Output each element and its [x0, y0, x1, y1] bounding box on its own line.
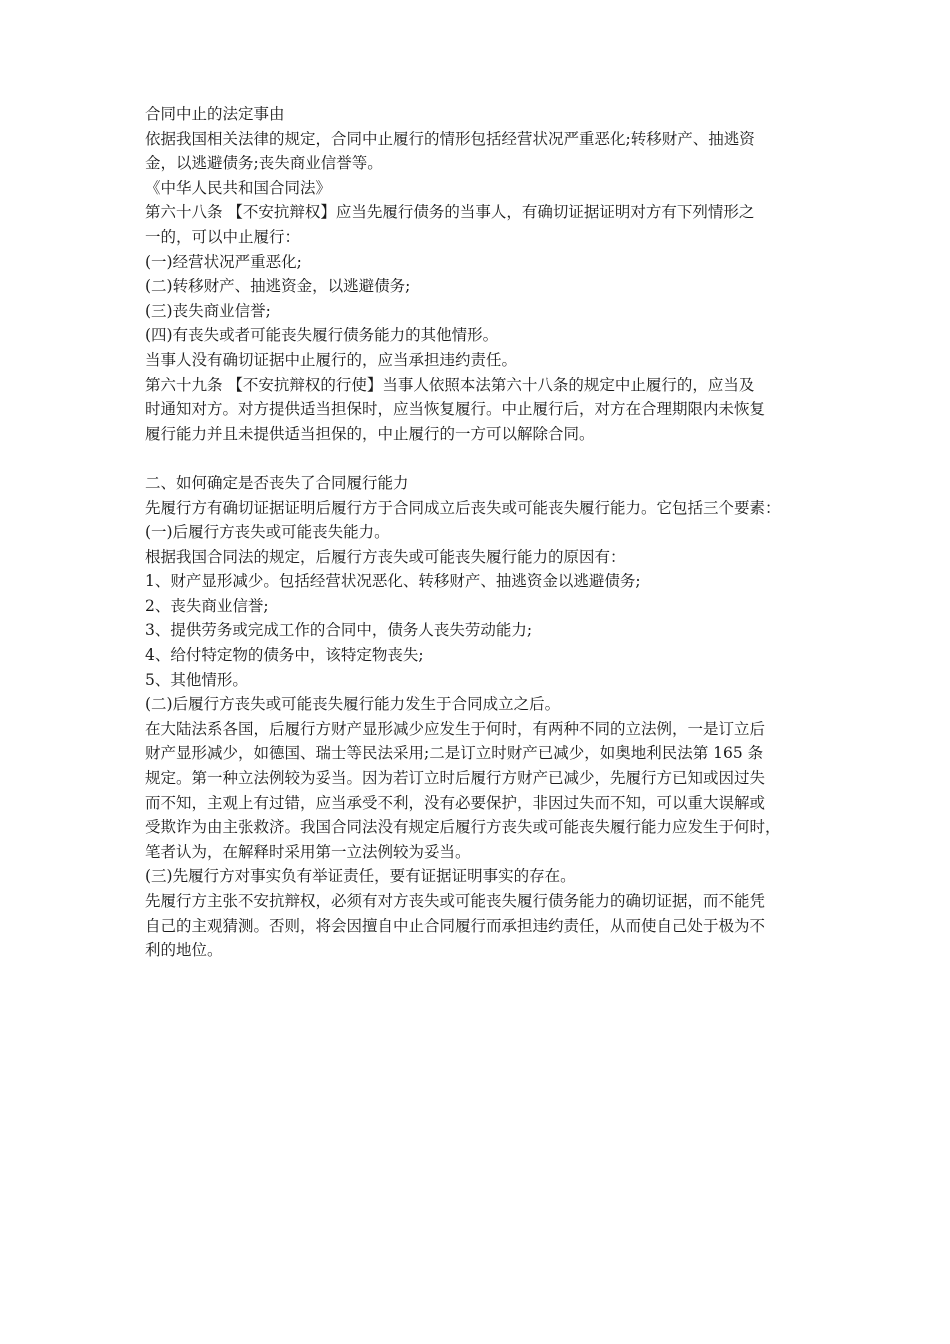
list-item: 4、给付特定物的债务中，该特定物丧失;: [145, 646, 424, 665]
subsection-heading: (三)先履行方对事实负有举证责任，要有证据证明事实的存在。: [145, 867, 576, 886]
article-68-line: 一的，可以中止履行：: [145, 227, 301, 246]
law-title: 《中华人民共和国合同法》: [145, 178, 332, 197]
paragraph-line: 金，以逃避债务;丧失商业信誉等。: [145, 154, 383, 173]
paragraph-line: 先履行方主张不安抗辩权，必须有对方丧失或可能丧失履行债务能力的确切证据，而不能凭: [145, 892, 766, 910]
paragraph-line: 先履行方有确切证据证明后履行方于合同成立后丧失或可能丧失履行能力。它包括三个要素：: [145, 498, 781, 517]
list-item: 1、财产显形减少。包括经营状况恶化、转移财产、抽逃资金以逃避债务;: [145, 572, 641, 591]
article-68-line: 第六十八条 【不安抗辩权】应当先履行债务的当事人，有确切证据证明对方有下列情形之: [145, 203, 755, 222]
document-body: [145, 102, 825, 963]
blank-line: [145, 446, 825, 471]
list-item: 2、丧失商业信誉;: [145, 596, 269, 615]
article-69-line: 履行能力并且未提供适当担保的，中止履行的一方可以解除合同。: [145, 424, 595, 443]
paragraph-line: 而不知，主观上有过错，应当承受不利，没有必要保护，非因过失而不知，可以重大误解或: [145, 793, 766, 812]
list-item: 5、其他情形。: [145, 670, 248, 689]
list-item: 3、提供劳务或完成工作的合同中，债务人丧失劳动能力;: [145, 621, 533, 640]
paragraph-line: 财产显形减少，如德国、瑞士等民法采用;二是订立时财产已减少，如奥地利民法第 165 条: [145, 744, 764, 763]
paragraph-line: 在大陆法系各国，后履行方财产显形减少应发生于何时，有两种不同的立法例，一是订立后: [145, 719, 766, 738]
paragraph-line: 受欺诈为由主张救济。我国合同法没有规定后履行方丧失或可能丧失履行能力应发生于何时，: [145, 818, 781, 837]
paragraph-line: 当事人没有确切证据中止履行的，应当承担违约责任。: [145, 350, 518, 369]
list-item: (一)经营状况严重恶化;: [145, 252, 302, 271]
paragraph-line: 自己的主观猜测。否则，将会因擅自中止合同履行而承担违约责任，从而使自己处于极为不: [145, 916, 766, 935]
paragraph-line: 笔者认为，在解释时采用第一立法例较为妥当。: [145, 842, 471, 861]
list-item: (三)丧失商业信誉;: [145, 301, 271, 320]
paragraph-line: 依据我国相关法律的规定，合同中止履行的情形包括经营状况严重恶化;转移财产、抽逃资: [145, 129, 755, 148]
list-item: (四)有丧失或者可能丧失履行债务能力的其他情形。: [145, 326, 499, 345]
section-heading: 合同中止的法定事由: [145, 105, 285, 123]
article-69-line: 时通知对方。对方提供适当担保时，应当恢复履行。中止履行后，对方在合理期限内未恢复: [145, 400, 766, 419]
paragraph-line: 根据我国合同法的规定，后履行方丧失或可能丧失履行能力的原因有：: [145, 547, 626, 566]
section-heading: 二、如何确定是否丧失了合同履行能力: [145, 473, 409, 492]
paragraph-line: 利的地位。: [145, 941, 223, 960]
list-item: (二)转移财产、抽逃资金，以逃避债务;: [145, 277, 411, 296]
article-69-line: 第六十九条 【不安抗辩权的行使】当事人依照本法第六十八条的规定中止履行的，应当及: [145, 375, 755, 394]
paragraph-line: 规定。第一种立法例较为妥当。因为若订立时后履行方财产已减少，先履行方已知或因过失: [145, 769, 766, 788]
subsection-heading: (二)后履行方丧失或可能丧失履行能力发生于合同成立之后。: [145, 695, 561, 714]
subsection-heading: (一)后履行方丧失或可能丧失能力。: [145, 523, 390, 542]
